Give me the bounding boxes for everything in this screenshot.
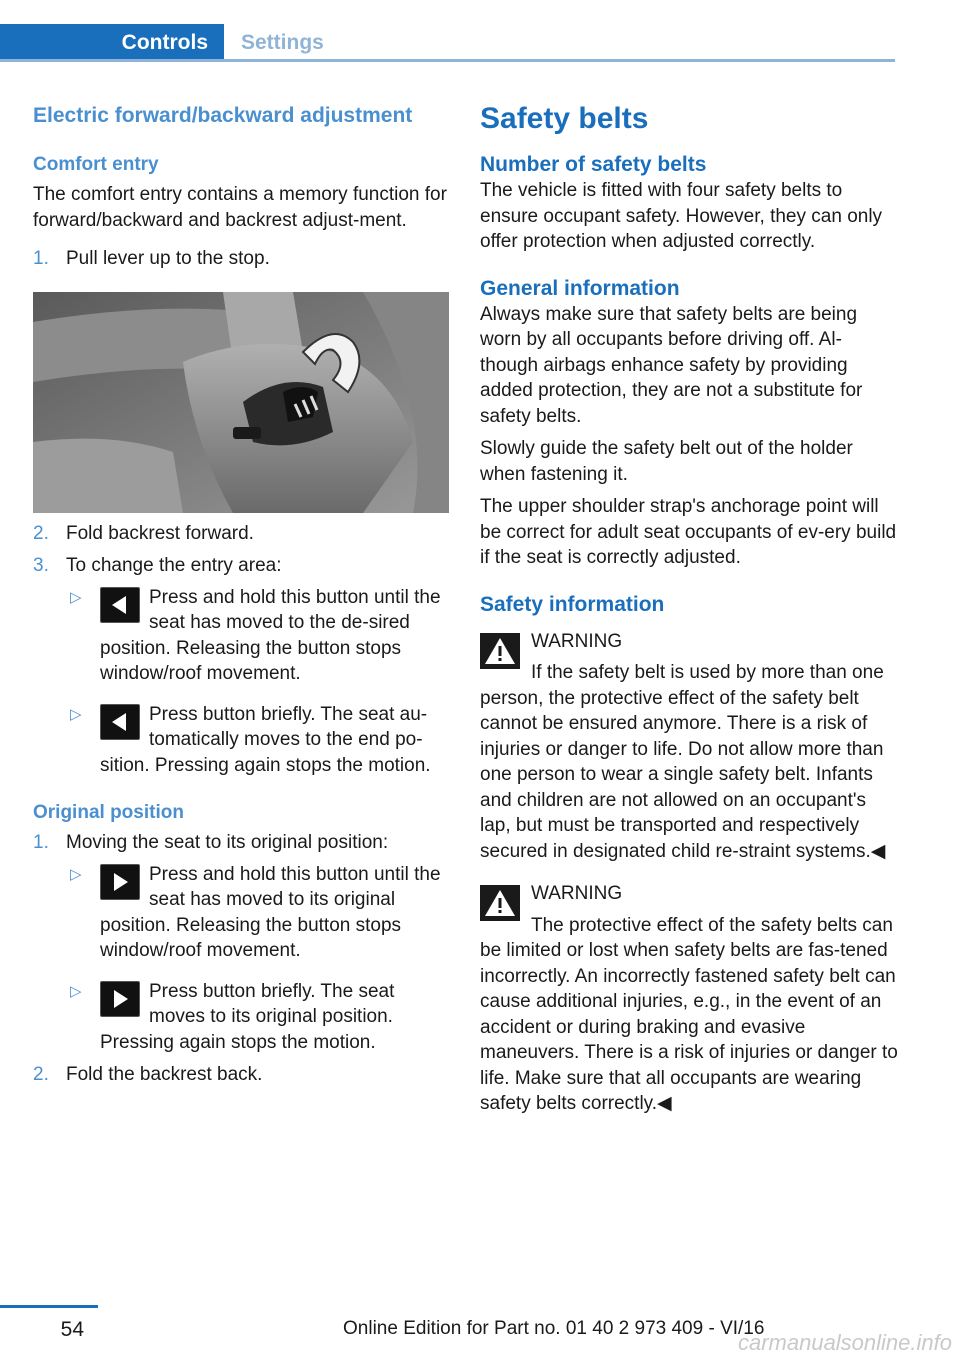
subheading-general-information: General information (480, 276, 680, 300)
arrow-right-button-icon (100, 864, 140, 900)
section-heading-electric-adjustment: Electric forward/backward adjustment (33, 104, 413, 127)
bullet-text: Press button briefly. The seat au‐tomatically moves to the end po‐sition. Pressing again stops the motion. (100, 703, 431, 776)
arrow-right-button-icon (100, 981, 140, 1017)
seat-lever-illustration (33, 292, 449, 513)
page-header (0, 0, 895, 62)
subheading-number-of-belts: Number of safety belts (480, 153, 707, 176)
header-rule (0, 59, 895, 62)
subheading-original-position: Original position (33, 802, 184, 823)
step-number: 2. (33, 1064, 49, 1085)
step-number: 3. (33, 555, 49, 576)
list-item (33, 521, 449, 547)
warning-block (480, 629, 898, 655)
bullet-text: Press and hold this button until the seat has moved to its original position. Releasing the button stops window/roof movement. (100, 863, 441, 961)
bullet-text: Press button briefly. The seat moves to its original position. Pressing again stops the motion. (100, 980, 395, 1053)
bullet-triangle-icon: ▷ (70, 705, 82, 723)
list-item (33, 830, 449, 856)
general-info-p2: Slowly guide the safety belt out of the holder when fastening it. (480, 438, 853, 485)
watermark: carmanualsonline.info (737, 1330, 952, 1355)
general-info-p1: Always make sure that safety belts are being worn by all occupants before driving off. Al‐though airbags enhance safety by providing added protection, they are not a substitute for safety belts. (480, 303, 863, 427)
bullet-triangle-icon: ▷ (70, 865, 82, 883)
footer-edition: Online Edition for Part no. 01 40 2 973 409 - VI/16 (343, 1318, 765, 1339)
arrow-left-button-icon (100, 704, 140, 740)
list-item (33, 979, 449, 1056)
step-text: Fold the backrest back. (66, 1064, 263, 1085)
step-text: Moving the seat to its original position: (66, 832, 389, 853)
right-column (480, 98, 898, 1117)
comfort-intro: The comfort entry contains a memory function for forward/backward and backrest adjust‐ment. (33, 184, 447, 231)
warning-block (480, 881, 898, 907)
seat-lever-photo (33, 292, 449, 513)
list-item (33, 246, 449, 272)
list-item (33, 702, 449, 779)
tab-settings[interactable]: Settings (241, 31, 324, 54)
step-text: To change the entry area: (66, 555, 282, 576)
step-number: 1. (33, 248, 49, 269)
tab-controls[interactable]: Controls (0, 24, 224, 62)
step-number: 2. (33, 522, 49, 544)
warning-label: WARNING (531, 883, 623, 904)
subheading-comfort-entry: Comfort entry (33, 154, 159, 175)
step-text: Pull lever up to the stop. (66, 248, 270, 269)
left-column (33, 98, 449, 1088)
warning-text: The protective effect of the safety belts can be limited or lost when safety belts are fas‐tened incorrectly. An incorrectly fastened safety belt can cause additional injuries, e.g., in the event of an accident or during braking and evasive maneuvers. There is a risk of injuries or danger to life. Make sure that all occupants are wearing safety belts correctly.◀ (480, 914, 898, 1114)
number-of-belts-text: The vehicle is fitted with four safety belts to ensure occupant safety. However, they can only offer protection when adjusted correctly. (480, 180, 883, 252)
general-info-p3: The upper shoulder strap's anchorage point will be correct for adult seat occupants of ev‐ery build if the seat is correctly adjusted. (480, 496, 897, 568)
warning-label: WARNING (531, 630, 623, 652)
list-item (33, 585, 449, 687)
page-number: 54 (60, 1318, 84, 1341)
subheading-safety-information: Safety information (480, 592, 665, 616)
footer-rule (0, 1305, 98, 1308)
bullet-triangle-icon: ▷ (70, 588, 82, 606)
list-item (33, 1062, 449, 1088)
step-number: 1. (33, 832, 49, 853)
warning-triangle-icon (480, 633, 520, 669)
bullet-text: Press and hold this button until the seat has moved to the de‐sired position. Releasing the button stops window/roof movement. (100, 586, 441, 684)
bullet-triangle-icon: ▷ (70, 982, 82, 1000)
list-item (33, 862, 449, 964)
warning-triangle-icon (480, 885, 520, 921)
step-text: Fold backrest forward. (66, 522, 254, 544)
list-item (33, 553, 449, 579)
section-title-safety-belts: Safety belts (480, 102, 649, 135)
warning-text: If the safety belt is used by more than one person, the protective effect of the safety belt cannot be ensured anymore. There is a risk of injuries or danger to life. Do not allow more than one person to wear a single safety belt. Infants and children are not allowed on an occupant's lap, but must be transported and respectively secured in designated child re‐straint systems.◀ (480, 662, 886, 862)
arrow-left-button-icon (100, 587, 140, 623)
